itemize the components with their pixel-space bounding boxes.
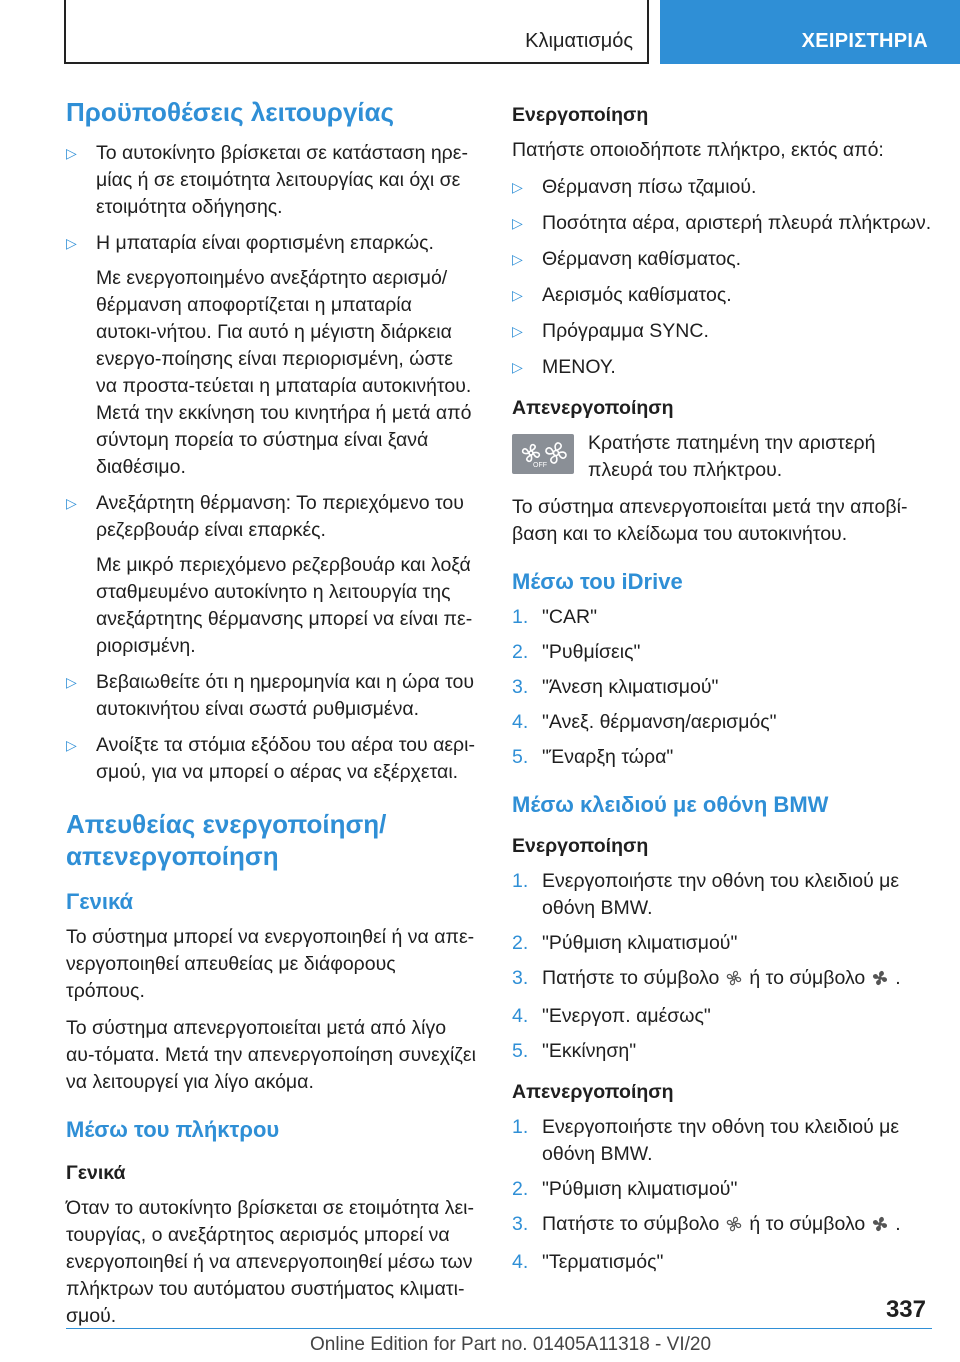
step-item bbox=[512, 1038, 932, 1065]
list-item-text: Η μπαταρία είναι φορτισμένη επαρκώς. bbox=[96, 232, 434, 254]
list-item-text: Ανεξάρτητη θέρμανση: Το περιεχόμενο του ρεζερβουάρ είναι επαρκές. bbox=[96, 492, 464, 541]
list-item bbox=[512, 174, 932, 201]
step-number: 4. bbox=[512, 1251, 529, 1273]
step-number: 1. bbox=[512, 606, 529, 628]
page-number: 337 bbox=[885, 1296, 926, 1323]
chapter-title: ΧΕΙΡΙΣΤΗΡΙΑ bbox=[801, 30, 928, 52]
general-heading: Γενικά bbox=[66, 889, 134, 914]
step-number: 5. bbox=[512, 746, 529, 768]
step-number: 4. bbox=[512, 1005, 529, 1027]
step-text: Πατήστε το σύμβολο bbox=[542, 967, 720, 989]
left-column bbox=[66, 96, 476, 1340]
list-item bbox=[66, 230, 476, 481]
direct-activation-heading: Απευθείας ενεργοποίηση/ απενεργοποίηση bbox=[66, 809, 387, 871]
deactivation-note: Το σύστημα απενεργοποιείται μετά την αποβί-βαση και το κλείδωμα του αυτοκινήτου. bbox=[512, 496, 908, 545]
key-activation-heading: Ενεργοποίηση bbox=[512, 835, 649, 857]
section-tab bbox=[64, 0, 649, 64]
activation-intro: Πατήστε οποιοδήποτε πλήκτρο, εκτός από: bbox=[512, 139, 884, 161]
triangle-bullet-icon: ▷ bbox=[66, 674, 77, 690]
step-text: "Ρύθμιση κλιματισμού" bbox=[542, 932, 738, 954]
step-item bbox=[512, 709, 932, 736]
fan-filled-icon bbox=[871, 1214, 889, 1241]
step-number: 2. bbox=[512, 641, 529, 663]
step-number: 2. bbox=[512, 1178, 529, 1200]
idrive-steps bbox=[512, 604, 932, 771]
step-item bbox=[512, 604, 932, 631]
chapter-tab bbox=[660, 0, 960, 64]
step-text: . bbox=[895, 967, 901, 989]
section-title: Κλιματισμός bbox=[525, 30, 633, 52]
list-item-note: Με μικρό περιεχόμενο ρεζερβουάρ και λοξά σταθμευμένο αυτοκίνητο η λειτουργία της ανεξάρτητης θέρμανσης μπορεί να είναι πε-ριορισμένη. bbox=[96, 554, 473, 657]
step-text: . bbox=[895, 1213, 901, 1235]
list-item-text: Βεβαιωθείτε ότι η ημερομηνία και η ώρα του αυτοκινήτου είναι σωστά ρυθμισμένα. bbox=[96, 671, 475, 720]
step-text: Πατήστε το σύμβολο bbox=[542, 1213, 720, 1235]
step-number: 1. bbox=[512, 1116, 529, 1138]
step-item bbox=[512, 1003, 932, 1030]
step-text: Ενεργοποιήστε την οθόνη του κλειδιού με οθόνη BMW. bbox=[542, 870, 900, 919]
activation-heading: Ενεργοποίηση bbox=[512, 104, 649, 126]
step-item bbox=[512, 930, 932, 957]
footer-divider bbox=[66, 1328, 932, 1329]
list-item bbox=[512, 354, 932, 381]
activation-exceptions-list bbox=[512, 174, 932, 381]
fan-outline-icon bbox=[725, 968, 743, 995]
key-deactivation-steps bbox=[512, 1114, 932, 1276]
step-text: ή το σύμβολο bbox=[749, 1213, 866, 1235]
list-item bbox=[512, 318, 932, 345]
step-item bbox=[512, 674, 932, 701]
requirements-list bbox=[66, 140, 476, 786]
step-number: 3. bbox=[512, 1213, 529, 1235]
footer-edition: Online Edition for Part no. 01405A11318 - VI/20 bbox=[310, 1334, 712, 1355]
triangle-bullet-icon: ▷ bbox=[512, 215, 523, 231]
fan-outline-icon bbox=[725, 1214, 743, 1241]
step-text: "Άνεση κλιματισμού" bbox=[542, 676, 719, 698]
list-item-text: Το αυτοκίνητο βρίσκεται σε κατάσταση ηρε-μίας ή σε ετοιμότητα λειτουργίας και όχι σε ετοιμότητα οδήγησης. bbox=[96, 142, 468, 218]
step-item bbox=[512, 1114, 932, 1168]
triangle-bullet-icon: ▷ bbox=[512, 359, 523, 375]
general-paragraph-2: Το σύστημα απενεργοποιείται μετά από λίγο αυ-τόματα. Μετά την απενεργοποίηση συνεχίζει να λειτουργεί για λίγο ακόμα. bbox=[66, 1017, 476, 1093]
step-number: 5. bbox=[512, 1040, 529, 1062]
step-number: 4. bbox=[512, 711, 529, 733]
list-item-text: Ποσότητα αέρα, αριστερή πλευρά πλήκτρων. bbox=[542, 212, 932, 234]
step-item bbox=[512, 639, 932, 666]
page-header bbox=[0, 0, 960, 66]
step-text: "CAR" bbox=[542, 606, 598, 628]
via-button-subheading: Γενικά bbox=[66, 1162, 126, 1184]
right-column bbox=[512, 102, 932, 1286]
triangle-bullet-icon: ▷ bbox=[66, 235, 77, 251]
step-text: "Εκκίνηση" bbox=[542, 1040, 637, 1062]
step-number: 3. bbox=[512, 676, 529, 698]
via-button-paragraph: Όταν το αυτοκίνητο βρίσκεται σε ετοιμότητα λει-τουργίας, ο ανεξάρτητος αερισμός μπορεί να ενεργοποιηθεί ή να απενεργοποιηθεί μέσω των πλήκτρων του αυτόματου συστήματος κλιματι-σμού. bbox=[66, 1197, 474, 1327]
step-item bbox=[512, 1211, 932, 1241]
triangle-bullet-icon: ▷ bbox=[66, 145, 77, 161]
list-item bbox=[66, 490, 476, 660]
step-text: Ενεργοποιήστε την οθόνη του κλειδιού με οθόνη BMW. bbox=[542, 1116, 900, 1165]
fan-filled-icon bbox=[871, 968, 889, 995]
step-item bbox=[512, 965, 932, 995]
step-text: "Ανεξ. θέρμανση/αερισμός" bbox=[542, 711, 777, 733]
step-number: 2. bbox=[512, 932, 529, 954]
step-text: "Ρύθμιση κλιματισμού" bbox=[542, 1178, 738, 1200]
step-item bbox=[512, 868, 932, 922]
step-number: 1. bbox=[512, 870, 529, 892]
triangle-bullet-icon: ▷ bbox=[512, 287, 523, 303]
step-text: "Έναρξη τώρα" bbox=[542, 746, 674, 768]
list-item bbox=[512, 282, 932, 309]
idrive-heading: Μέσω του iDrive bbox=[512, 569, 683, 594]
list-item bbox=[512, 210, 932, 237]
list-item bbox=[512, 246, 932, 273]
list-item-text: Αερισμός καθίσματος. bbox=[542, 284, 732, 306]
list-item-text: Θέρμανση καθίσματος. bbox=[542, 248, 742, 270]
step-item bbox=[512, 744, 932, 771]
list-item bbox=[66, 669, 476, 723]
step-text: "Ενεργοπ. αμέσως" bbox=[542, 1005, 711, 1027]
step-text: ή το σύμβολο bbox=[749, 967, 866, 989]
deactivation-row bbox=[512, 430, 932, 484]
step-item bbox=[512, 1249, 932, 1276]
list-item bbox=[66, 140, 476, 221]
list-item-text: ΜΕΝΟΥ. bbox=[542, 356, 616, 378]
list-item-text: Θέρμανση πίσω τζαμιού. bbox=[542, 176, 757, 198]
list-item-text: Ανοίξτε τα στόμια εξόδου του αέρα του αερι-σμού, για να μπορεί ο αέρας να εξέρχεται. bbox=[96, 734, 475, 783]
triangle-bullet-icon: ▷ bbox=[512, 323, 523, 339]
general-paragraph-1: Το σύστημα μπορεί να ενεργοποιηθεί ή να απε-νεργοποιηθεί απευθείας με διάφορους τρόπους. bbox=[66, 926, 475, 1002]
key-activation-steps bbox=[512, 868, 932, 1065]
step-text: "Τερματισμός" bbox=[542, 1251, 664, 1273]
key-deactivation-heading: Απενεργοποίηση bbox=[512, 1081, 674, 1103]
triangle-bullet-icon: ▷ bbox=[512, 179, 523, 195]
deactivation-text: Κρατήστε πατημένη την αριστερή πλευρά του πλήκτρου. bbox=[588, 432, 876, 481]
list-item-text: Πρόγραμμα SYNC. bbox=[542, 320, 709, 342]
step-number: 3. bbox=[512, 967, 529, 989]
deactivation-heading: Απενεργοποίηση bbox=[512, 397, 674, 419]
list-item-note: Με ενεργοποιημένο ανεξάρτητο αερισμό/θέρμανση αποφορτίζεται η μπαταρία αυτοκι-νήτου. Για αυτό η μέγιστη διάρκεια ενεργο-ποίησης είναι περιορισμένη, ώστε να προστα-τεύεται η μπαταρία αυτοκινήτου. Μετά την εκκίνηση του κινητήρα ή μετά από σύντομη πορεία το σύστημα είναι ξανά διαθέσιμο. bbox=[96, 267, 472, 478]
triangle-bullet-icon: ▷ bbox=[66, 737, 77, 753]
requirements-heading: Προϋποθέσεις λειτουργίας bbox=[66, 97, 395, 127]
svg-text:OFF: OFF bbox=[533, 462, 547, 469]
via-button-heading: Μέσω του πλήκτρου bbox=[66, 1117, 280, 1142]
step-item bbox=[512, 1176, 932, 1203]
display-key-heading: Μέσω κλειδιού με οθόνη BMW bbox=[512, 792, 829, 817]
fan-off-button-icon bbox=[512, 434, 574, 474]
step-text: "Ρυθμίσεις" bbox=[542, 641, 641, 663]
list-item bbox=[66, 732, 476, 786]
triangle-bullet-icon: ▷ bbox=[512, 251, 523, 267]
triangle-bullet-icon: ▷ bbox=[66, 495, 77, 511]
